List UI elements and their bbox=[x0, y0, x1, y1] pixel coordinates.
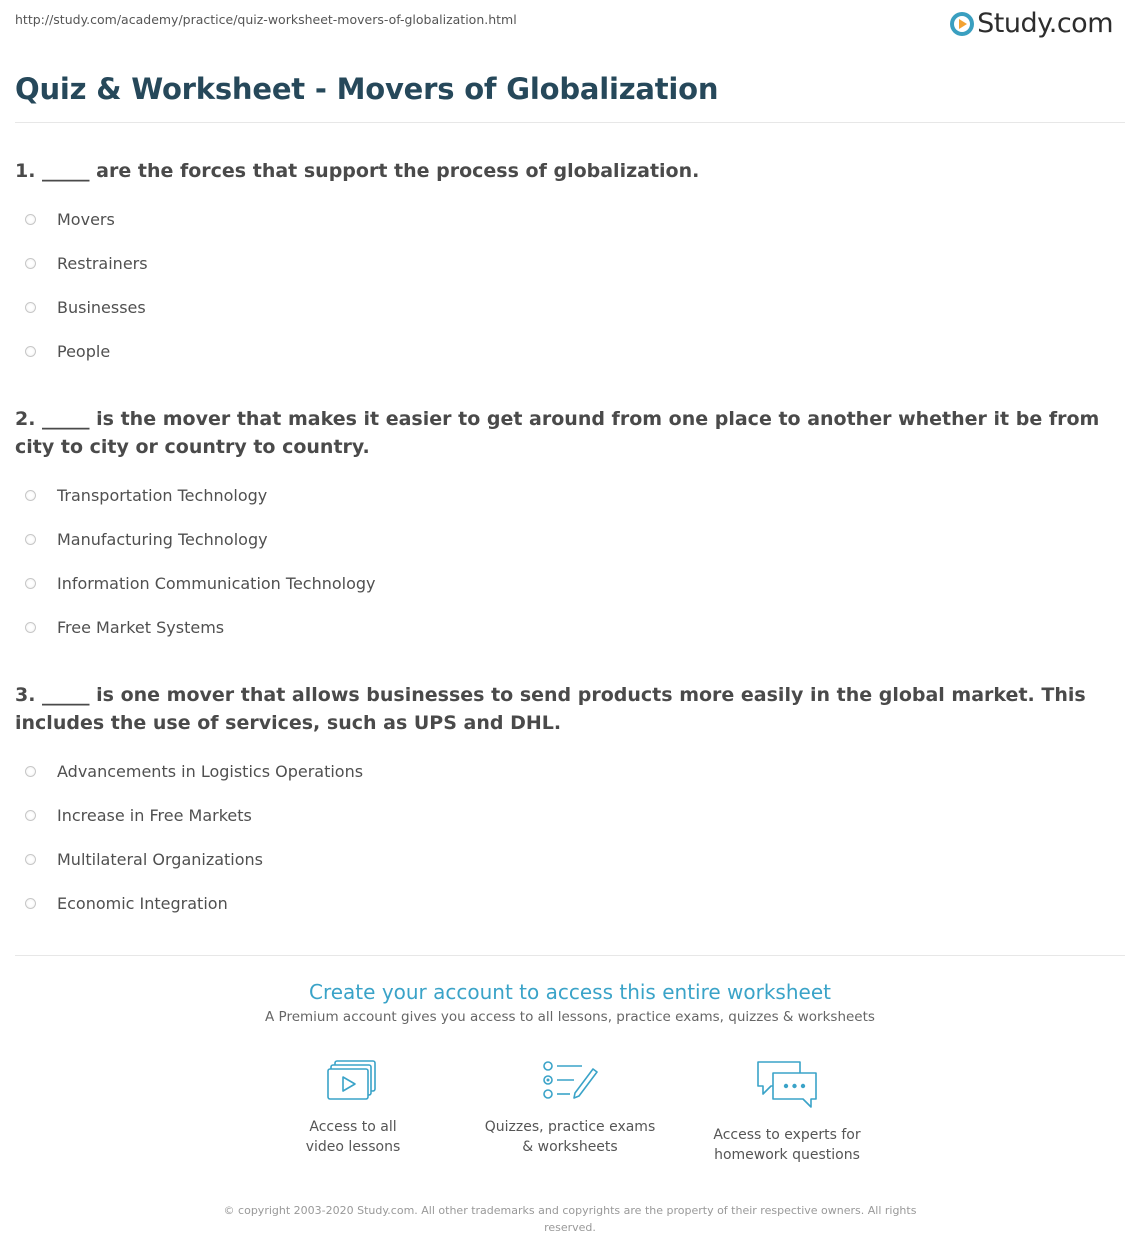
radio-button[interactable] bbox=[25, 534, 36, 545]
answer-options bbox=[15, 473, 1125, 649]
radio-button[interactable] bbox=[25, 490, 36, 501]
radio-button[interactable] bbox=[25, 302, 36, 313]
answer-options bbox=[15, 749, 1125, 925]
radio-button[interactable] bbox=[25, 766, 36, 777]
answer-label: Free Market Systems bbox=[57, 617, 225, 637]
copyright-footer: © copyright 2003-2020 Study.com. All other trademarks and copyrights are the property of their respective owners. All rights reserved. bbox=[223, 1204, 917, 1234]
feature-label: Access to all video lessons bbox=[305, 1119, 401, 1155]
divider bbox=[15, 955, 1125, 956]
radio-button[interactable] bbox=[25, 578, 36, 589]
answer-label: People bbox=[57, 341, 111, 361]
page bbox=[15, 0, 1125, 1236]
answer-option[interactable] bbox=[15, 561, 1125, 605]
video-lessons-icon bbox=[327, 1059, 379, 1103]
answer-option[interactable] bbox=[15, 241, 1125, 285]
answer-label: Multilateral Organizations bbox=[57, 849, 264, 869]
study-play-icon bbox=[950, 12, 974, 36]
feature-list bbox=[15, 1059, 1125, 1165]
page-url: http://study.com/academy/practice/quiz-worksheet-movers-of-globalization.html bbox=[15, 12, 517, 27]
radio-button[interactable] bbox=[25, 214, 36, 225]
question-text: 3. _____ is one mover that allows businesses to send products more easily in the global market. This includes the use of services, such as UPS and DHL. bbox=[15, 684, 1086, 734]
radio-button[interactable] bbox=[25, 622, 36, 633]
radio-button[interactable] bbox=[25, 258, 36, 269]
checklist-icon bbox=[542, 1059, 598, 1103]
radio-button[interactable] bbox=[25, 346, 36, 357]
header bbox=[15, 0, 1125, 48]
logo-text: Study.com bbox=[977, 8, 1113, 39]
radio-button[interactable] bbox=[25, 854, 36, 865]
question-3 bbox=[15, 681, 1125, 925]
answer-option[interactable] bbox=[15, 793, 1125, 837]
signup-cta bbox=[15, 980, 1125, 1165]
answer-label: Transportation Technology bbox=[57, 485, 268, 505]
answer-label: Restrainers bbox=[57, 253, 148, 273]
question-text: 1. _____ are the forces that support the process of globalization. bbox=[15, 160, 700, 182]
feature-label: Access to experts for homework questions bbox=[713, 1127, 861, 1163]
feature-label: Quizzes, practice exams & worksheets bbox=[484, 1119, 656, 1155]
answer-label: Economic Integration bbox=[57, 893, 228, 913]
answer-label: Information Communication Technology bbox=[57, 573, 376, 593]
radio-button[interactable] bbox=[25, 898, 36, 909]
answer-option[interactable] bbox=[15, 837, 1125, 881]
answer-option[interactable] bbox=[15, 473, 1125, 517]
answer-option[interactable] bbox=[15, 285, 1125, 329]
answer-label: Manufacturing Technology bbox=[57, 529, 268, 549]
answer-option[interactable] bbox=[15, 197, 1125, 241]
answer-label: Advancements in Logistics Operations bbox=[57, 761, 364, 781]
page-title: Quiz & Worksheet - Movers of Globalization bbox=[15, 72, 719, 106]
study-logo[interactable] bbox=[950, 8, 1113, 39]
answer-option[interactable] bbox=[15, 605, 1125, 649]
question-2 bbox=[15, 405, 1125, 649]
feature-experts bbox=[679, 1059, 896, 1165]
feature-quizzes bbox=[462, 1059, 679, 1165]
cta-subtitle: A Premium account gives you access to all lessons, practice exams, quizzes & worksheets bbox=[265, 1009, 875, 1025]
answer-option[interactable] bbox=[15, 749, 1125, 793]
answer-option[interactable] bbox=[15, 517, 1125, 561]
radio-button[interactable] bbox=[25, 810, 36, 821]
question-1 bbox=[15, 157, 1125, 373]
divider bbox=[15, 122, 1125, 123]
answer-option[interactable] bbox=[15, 881, 1125, 925]
answer-label: Movers bbox=[57, 209, 115, 229]
answer-label: Businesses bbox=[57, 297, 146, 317]
feature-video-lessons bbox=[245, 1059, 462, 1165]
chat-bubbles-icon bbox=[755, 1059, 819, 1111]
question-text: 2. _____ is the mover that makes it easier to get around from one place to another whether it be from city to city or country to country. bbox=[15, 408, 1100, 458]
cta-title-link[interactable]: Create your account to access this entire worksheet bbox=[309, 980, 831, 1004]
answer-options bbox=[15, 197, 1125, 373]
answer-option[interactable] bbox=[15, 329, 1125, 373]
answer-label: Increase in Free Markets bbox=[57, 805, 252, 825]
